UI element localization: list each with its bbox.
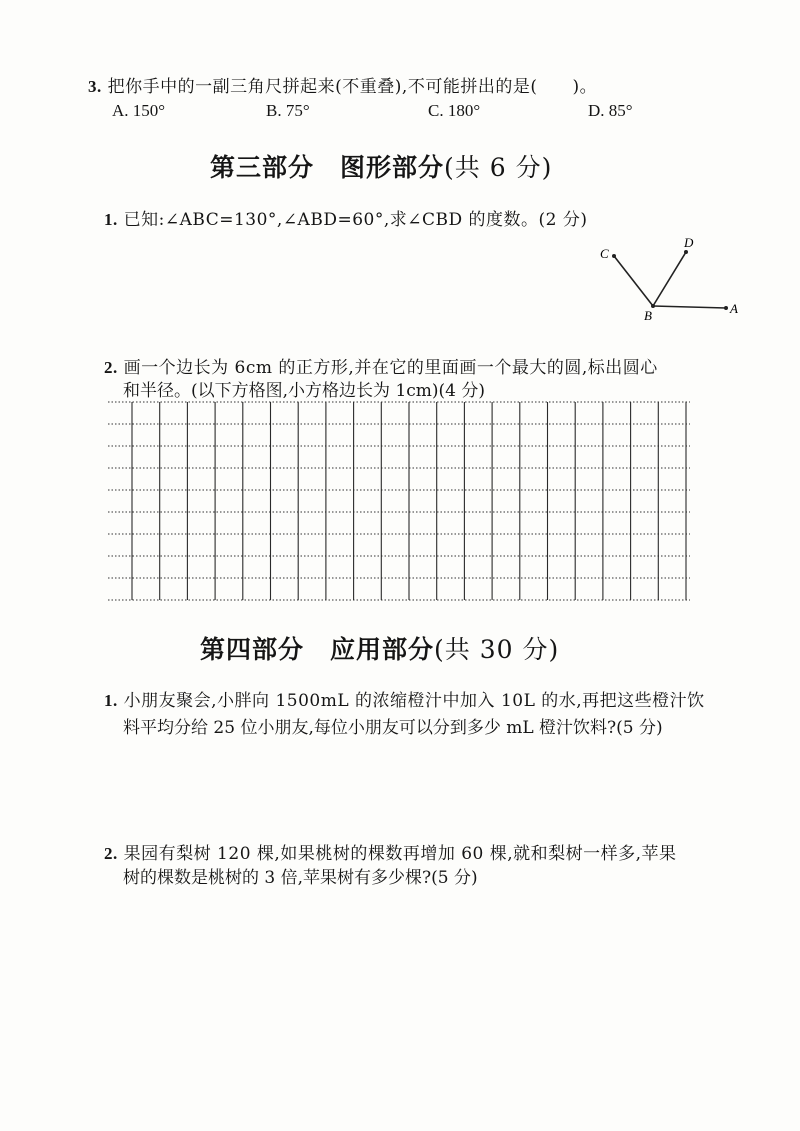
question-number: 2. [104, 358, 118, 377]
ray-ba [653, 306, 726, 308]
question-number: 1. [104, 210, 118, 229]
section-score: (共 6 分) [444, 153, 553, 182]
option-b[interactable]: B. 75° [266, 101, 310, 120]
label-b: B [644, 308, 652, 320]
question-text-line1: 小朋友聚会,小胖向 1500mL 的浓缩橙汁中加入 10L 的水,再把这些橙汁饮 [123, 691, 705, 711]
grid-lines[interactable] [108, 398, 692, 604]
label-d: D [684, 236, 694, 250]
angle-diagram [598, 236, 748, 320]
question-text-line2: 和半径。(以下方格图,小方格边长为 1cm)(4 分) [123, 381, 486, 401]
question-text-line2: 树的棵数是桃树的 3 倍,苹果树有多少棵?(5 分) [123, 868, 478, 888]
part3-question-2 [104, 353, 658, 378]
angle-figure [598, 236, 748, 320]
question-number: 3. [88, 77, 102, 96]
question-text-line2: 料平均分给 25 位小朋友,每位小朋友可以分到多少 mL 橙汁饮料?(5 分) [123, 718, 663, 738]
option-a[interactable]: A. 150° [112, 101, 166, 120]
label-c: C [600, 246, 609, 261]
section-title-part3 [210, 148, 552, 184]
point-d [684, 250, 688, 254]
question-text: 已知:∠ABC=130°,∠ABD=60°,求∠CBD 的度数。(2 分) [123, 210, 588, 230]
option-d[interactable]: D. 85° [588, 101, 633, 120]
question-text-line1: 画一个边长为 6cm 的正方形,并在它的里面画一个最大的圆,标出圆心 [123, 358, 658, 378]
question-text: 把你手中的一副三角尺拼起来(不重叠),不可能拼出的是( )。 [107, 77, 598, 97]
question-text-line1: 果园有梨树 120 棵,如果桃树的棵数再增加 60 棵,就和梨树一样多,苹果 [123, 844, 677, 864]
point-a [724, 306, 728, 310]
option-c[interactable]: C. 180° [428, 101, 481, 120]
section-title-text: 第四部分 应用部分 [200, 635, 435, 664]
point-c [612, 254, 616, 258]
part3-question-1 [104, 205, 588, 230]
label-a: A [730, 301, 738, 316]
question-number: 1. [104, 691, 118, 710]
question-3 [88, 72, 597, 97]
ray-bc [614, 256, 653, 306]
square-grid[interactable] [108, 398, 692, 604]
part4-question-1 [104, 686, 705, 711]
question-number: 2. [104, 844, 118, 863]
ray-bd [653, 252, 686, 306]
section-score: (共 30 分) [434, 635, 560, 664]
section-title-part4 [200, 630, 559, 666]
section-title-text: 第三部分 图形部分 [210, 153, 445, 182]
part4-question-2 [104, 839, 677, 864]
